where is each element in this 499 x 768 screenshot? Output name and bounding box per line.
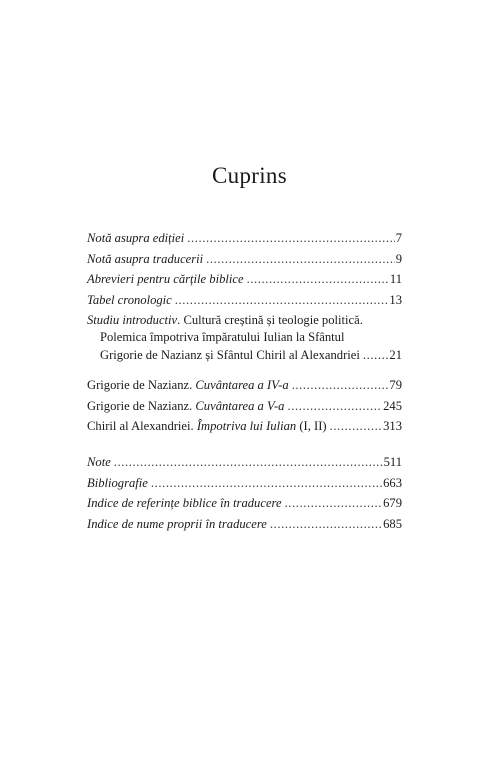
toc-entry[interactable]	[87, 249, 402, 270]
toc-entry-title	[87, 375, 289, 396]
page-title: Cuprins	[212, 163, 287, 188]
toc-entry-author: Grigorie de Nazianz.	[87, 398, 196, 413]
toc-entry[interactable]	[87, 493, 402, 514]
toc-entry-title-italic: Studiu introductiv	[87, 313, 178, 327]
toc-entry-page: 685	[383, 516, 402, 531]
toc-entry-page: 245	[383, 398, 402, 413]
toc-entry[interactable]	[87, 375, 402, 396]
toc-entry-page: 21	[389, 347, 402, 362]
toc-back-matter	[87, 452, 402, 534]
toc-texts	[87, 375, 402, 437]
toc-entry-title	[87, 416, 327, 437]
dot-leader	[114, 452, 383, 473]
toc-entry-page: 663	[383, 475, 402, 490]
toc-entry-studiu[interactable]	[87, 312, 402, 364]
dot-leader	[151, 473, 382, 494]
dot-leader	[175, 290, 389, 311]
dot-leader	[187, 228, 394, 249]
toc-entry-extra: (I, II)	[296, 419, 327, 433]
toc-entry-line	[87, 312, 402, 329]
toc-entry-line	[87, 347, 402, 364]
toc-entry-page: 9	[395, 251, 402, 266]
toc-entry-title: Notă asupra traducerii	[87, 251, 204, 266]
toc-entry[interactable]	[87, 473, 402, 494]
toc-entry-author: Grigorie de Nazianz.	[87, 378, 196, 392]
toc-entry-page: 79	[389, 378, 402, 392]
dot-leader	[270, 514, 382, 535]
toc-front-matter	[87, 228, 402, 367]
toc-entry-page: 679	[383, 496, 402, 510]
toc-entry-page: 13	[389, 292, 402, 307]
toc-entry[interactable]	[87, 416, 402, 437]
toc-entry-title: Indice de nume proprii în traducere	[87, 516, 267, 531]
dot-leader	[285, 493, 383, 514]
toc-entry-page: 511	[383, 455, 402, 469]
toc-entry-page: 11	[389, 272, 402, 286]
dot-leader	[292, 375, 389, 396]
dot-leader	[363, 347, 389, 364]
toc-entry-line: Polemica împotriva împăratului Iulian la Sfântul	[100, 330, 345, 345]
toc-entry-title-rest: . Cultură creștină și teologie politică.	[177, 313, 363, 327]
toc-entry-title	[87, 396, 284, 417]
toc-entry[interactable]	[87, 228, 402, 249]
toc-entry-title: Bibliografie	[87, 475, 148, 490]
toc-entry-page: 7	[395, 231, 402, 245]
toc-entry-author: Chiril al Alexandriei.	[87, 419, 197, 433]
dot-leader	[330, 416, 383, 437]
toc-entry[interactable]	[87, 290, 402, 311]
toc-entry-title: Notă asupra ediției	[87, 231, 185, 245]
toc-entry-work: Cuvântarea a IV-a	[195, 378, 289, 392]
toc-entry[interactable]	[87, 514, 402, 535]
toc-entry-page: 313	[383, 419, 402, 433]
toc-entry-title: Grigorie de Nazianz și Sfântul Chiril al Alexandriei	[100, 347, 360, 362]
toc-entry-title: Tabel cronologic	[87, 292, 172, 307]
toc-entry[interactable]	[87, 396, 402, 417]
toc-entry-work: Cuvântarea a V-a	[195, 398, 285, 413]
dot-leader	[206, 249, 395, 270]
toc-entry-title: Abrevieri pentru cărțile biblice	[87, 272, 244, 286]
dot-leader	[247, 269, 389, 290]
toc-entry[interactable]	[87, 269, 402, 290]
toc-entry-work: Împotriva lui Iulian	[196, 419, 297, 433]
toc-entry[interactable]	[87, 452, 402, 473]
dot-leader	[287, 396, 382, 417]
toc-entry-title: Indice de referințe biblice în traducere	[87, 496, 282, 510]
toc-entry-title: Note	[87, 455, 111, 469]
